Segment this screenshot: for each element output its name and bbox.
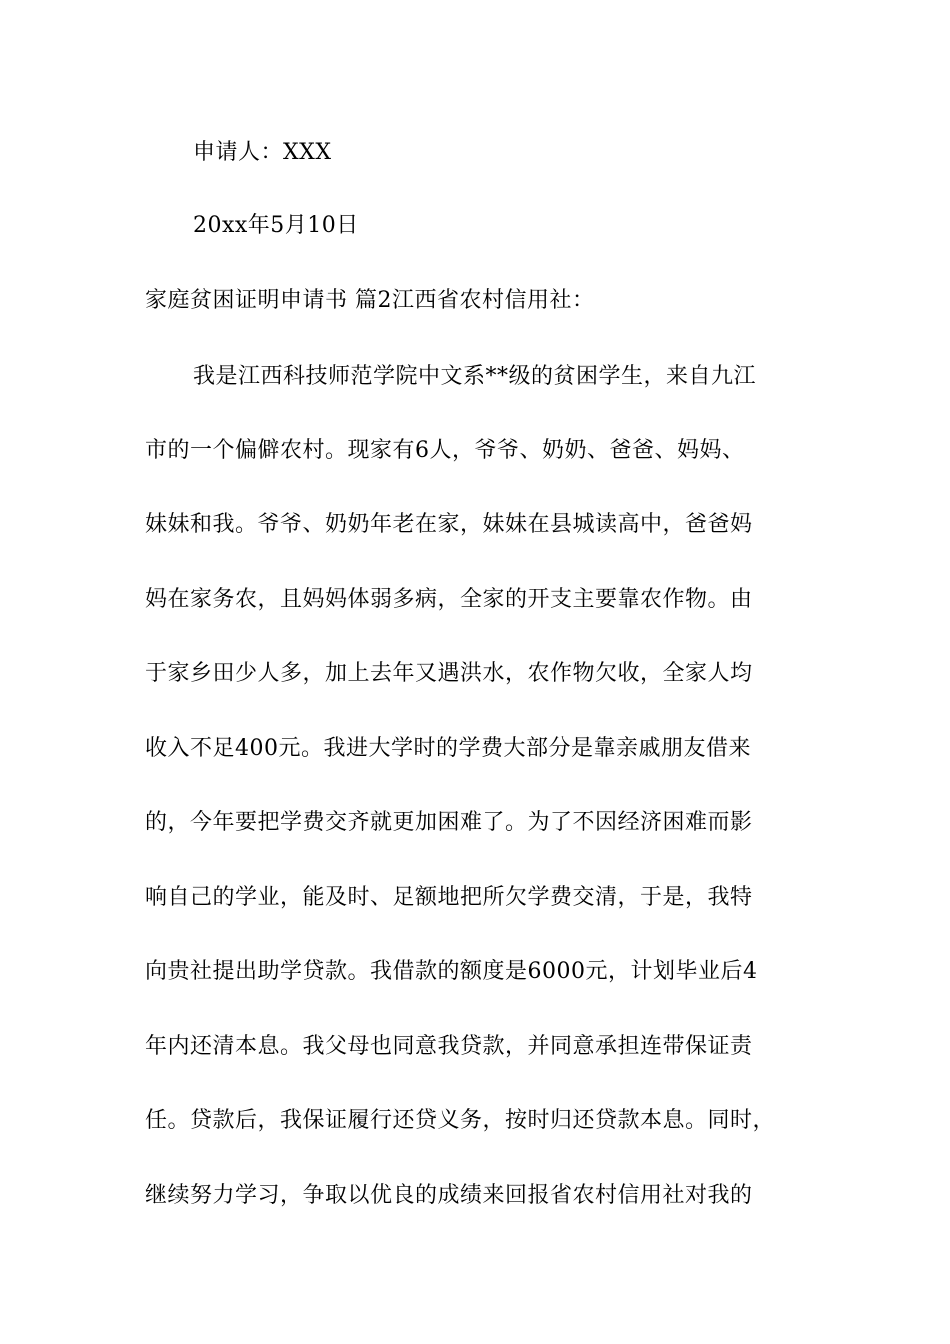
body-line: 的，今年要把学费交齐就更加困难了。为了不因经济困难而影 [145,810,753,835]
body-line: 响自己的学业，能及时、足额地把所欠学费交清，于是，我特 [145,885,753,910]
body-line: 妈在家务农，且妈妈体弱多病，全家的开支主要靠农作物。由 [145,587,753,612]
body-line: 妹妹和我。爷爷、奶奶年老在家，妹妹在县城读高中，爸爸妈 [145,512,753,537]
body-line: 任。贷款后，我保证履行还贷义务，按时归还贷款本息。同时， [145,1108,776,1133]
body-line: 于家乡田少人多，加上去年又遇洪水，农作物欠收，全家人均 [145,661,753,686]
section-heading: 家庭贫困证明申请书 篇2江西省农村信用社： [145,288,595,313]
body-line: 市的一个偏僻农村。现家有6人，爷爷、奶奶、爸爸、妈妈、 [145,438,745,463]
applicant-line: 申请人：XXX [193,140,332,165]
body-line: 年内还清本息。我父母也同意我贷款，并同意承担连带保证责 [145,1034,753,1059]
body-line: 我是江西科技师范学院中文系**级的贫困学生，来自九江 [193,364,757,389]
body-line: 继续努力学习，争取以优良的成绩来回报省农村信用社对我的 [145,1183,753,1208]
body-line: 收入不足400元。我进大学时的学费大部分是靠亲戚朋友借来 [145,736,751,761]
date-line: 20xx年5月10日 [193,213,359,238]
body-line: 向贵社提出助学贷款。我借款的额度是6000元，计划毕业后4 [145,959,758,984]
